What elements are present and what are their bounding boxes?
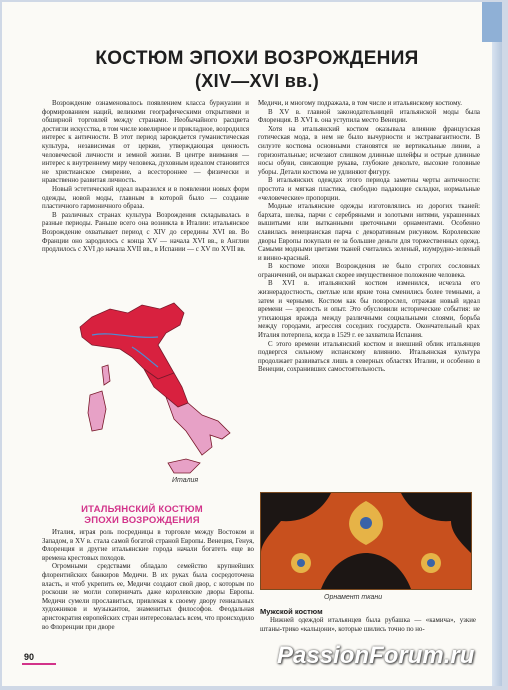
- map-region-sicily: [168, 459, 200, 473]
- paragraph: Возрождение ознаменовалось появлением класса буржуазии и формированием наций, великими географическими открытиями и обширной торговлей между странами. Необычайного расцвета достигли искусства, в том числе ювелирное и прикладное, возродился интерес к античности. В этот период зарождается гуманистическая культура, независимая от церкви, утверждающая ценность человеческой личности и земной жизни. В центре внимания — интерес к внутреннему миру человека, духовным идеалом становится не христианское смирение, а всестороннее — физически и нравственно развитая личность.: [42, 100, 249, 185]
- map-region-north: [80, 303, 184, 379]
- corner-tab: [482, 2, 502, 42]
- section-heading-line-1: ИТАЛЬЯНСКИЙ КОСТЮМ: [81, 504, 203, 515]
- page-edge: [492, 2, 502, 686]
- ornament-caption: Орнамент ткани: [324, 594, 383, 601]
- book-page: [2, 2, 502, 686]
- italy-map-svg: [62, 287, 252, 487]
- paragraph: Модные итальянские одежды изготовлялись из дорогих тканей: бархата, шелка, парчи с серебряными и золотыми нитями, украшенных вышитыми или вытканными цветочными орнаментами. Особенно славилась венецианская парча с декоративным рисунком. Королевские дворы Европы покупали ее за большие деньги для торжественных одежд. Самыми модными цветами тканей считались зеленый, изумрудно-зеленый и винно-красный.: [258, 203, 480, 262]
- fabric-ornament-svg: [261, 493, 471, 589]
- page-number-bar: [22, 663, 56, 665]
- title-line-1: КОСТЮМ ЭПОХИ ВОЗРОЖДЕНИЯ: [95, 48, 419, 69]
- map-region-sardinia: [88, 391, 106, 431]
- map-caption: Италия: [172, 477, 199, 484]
- map-region-south: [166, 397, 230, 455]
- page-number: 90: [24, 652, 35, 662]
- italy-map: [62, 287, 252, 487]
- paragraph: В костюме эпохи Возрождения не было строгих сословных ограничений, он выражал скорее имущественное положение человека.: [258, 263, 480, 279]
- ornament-blue-motif: [297, 559, 305, 567]
- ornament-blue-motif: [360, 517, 372, 529]
- section-heading: [42, 504, 242, 526]
- ornament-blue-motif: [427, 559, 435, 567]
- paragraph: С этого времени итальянский костюм и внешний облик итальянцев подвергся сильному испанскому влиянию. Итальянская культура продолжает развиваться лишь в северных областях Италии, и особенно в Венеции, сохранивших самостоятельность.: [258, 340, 480, 374]
- paragraph: Италия, играя роль посредницы в торговле между Востоком и Западом, в XV в. стала самой богатой страной Европы. Венеция, Генуя, Флоренция и другие итальянские города начали богатеть еще во времена крестовых походов.: [42, 529, 254, 562]
- watermark: PassionForum.ru: [277, 642, 475, 669]
- left-column-top: [42, 100, 249, 255]
- left-column-bottom: [42, 529, 254, 632]
- section-heading-line-2: ЭПОХИ ВОЗРОЖДЕНИЯ: [84, 515, 200, 526]
- fabric-ornament-image: [260, 492, 472, 590]
- paragraph: В различных странах культура Возрождения складывалась в разные периоды. Раньше всего она возникла в Италии: итальянское Возрождение охватывает период с XIV до середины XVI вв. Во Франции оно зародилось с конца XV — начала XVI вв., в Англии продлилось с XVI до начала XVII вв., в Испании — с XV по XVII вв.: [42, 211, 249, 254]
- paragraph: Нижней одеждой итальянцев была рубашка — «камича», узкие штаны-трико «кальцони», которые шились точно по но-: [260, 617, 476, 633]
- title-line-2: (XIV—XVI вв.): [194, 71, 320, 91]
- paragraph: В итальянских одеждах этого периода заметны черты античности: простота и мягкая пластика, свободно падающие складки, нормальные «человеческие» пропорции.: [258, 177, 480, 202]
- right-column-bottom: [260, 617, 476, 634]
- paragraph: В XV в. главной законодательницей итальянской моды была Флоренция. В XVI в. она уступила место Венеции.: [258, 108, 480, 125]
- men-costume-heading: Мужской костюм: [260, 607, 323, 616]
- paragraph: Хотя на итальянский костюм оказывала влияние французская готическая мода, в нем не было вычурности и экстравагантности. В силуэте костюма основными становятся не вертикальные линии, а горизонтальные; исчезают слишком длинные шлейфы и острые длинные носы обуви, свисающие рукава, глубокие декольте, высокие головные уборы. Детали костюма не удлиняют фигуру.: [258, 125, 480, 176]
- paragraph: Огромными средствами обладало семейство крупнейших флорентийских банкиров Медичи. В их руках была сосредоточена власть, и чтоб укрепить ее, Медичи создают свой двор, с которым по роскоши не могли соперничать даже королевские дворы Европы. Медичи сумели прославиться, привлекая к своему двору гениальных художников и музыкантов, знаменитых философов. Феодальная аристократия европейских стран интересовалась всем, что происходило во Флоренции при дворе: [42, 563, 254, 631]
- paragraph: Медичи, и многому подражала, в том числе и итальянскому костюму.: [258, 100, 462, 107]
- page-title: [42, 48, 472, 92]
- right-column-top: [258, 100, 480, 375]
- paragraph: В XVI в. итальянский костюм изменился, исчезла его жизнерадостность, светлые или яркие тона сменились более темными, а затем и черными. Костюм как бы повзрослел, отражая новый идеал времени — зрелость и опыт. Это обусловили исторические события: не утихающая вражда между различными социальными слоями, борьба между городами, агрессия соседних государств. Окончательный крах Италия потерпела, когда в 1529 г. ее захватила Испания.: [258, 280, 480, 340]
- map-region-corsica: [102, 365, 110, 385]
- paragraph: Новый эстетический идеал выразился и в появлении новых форм одежды, новой моды, главным в которой было — создание пластичного гармоничного образа.: [42, 185, 249, 211]
